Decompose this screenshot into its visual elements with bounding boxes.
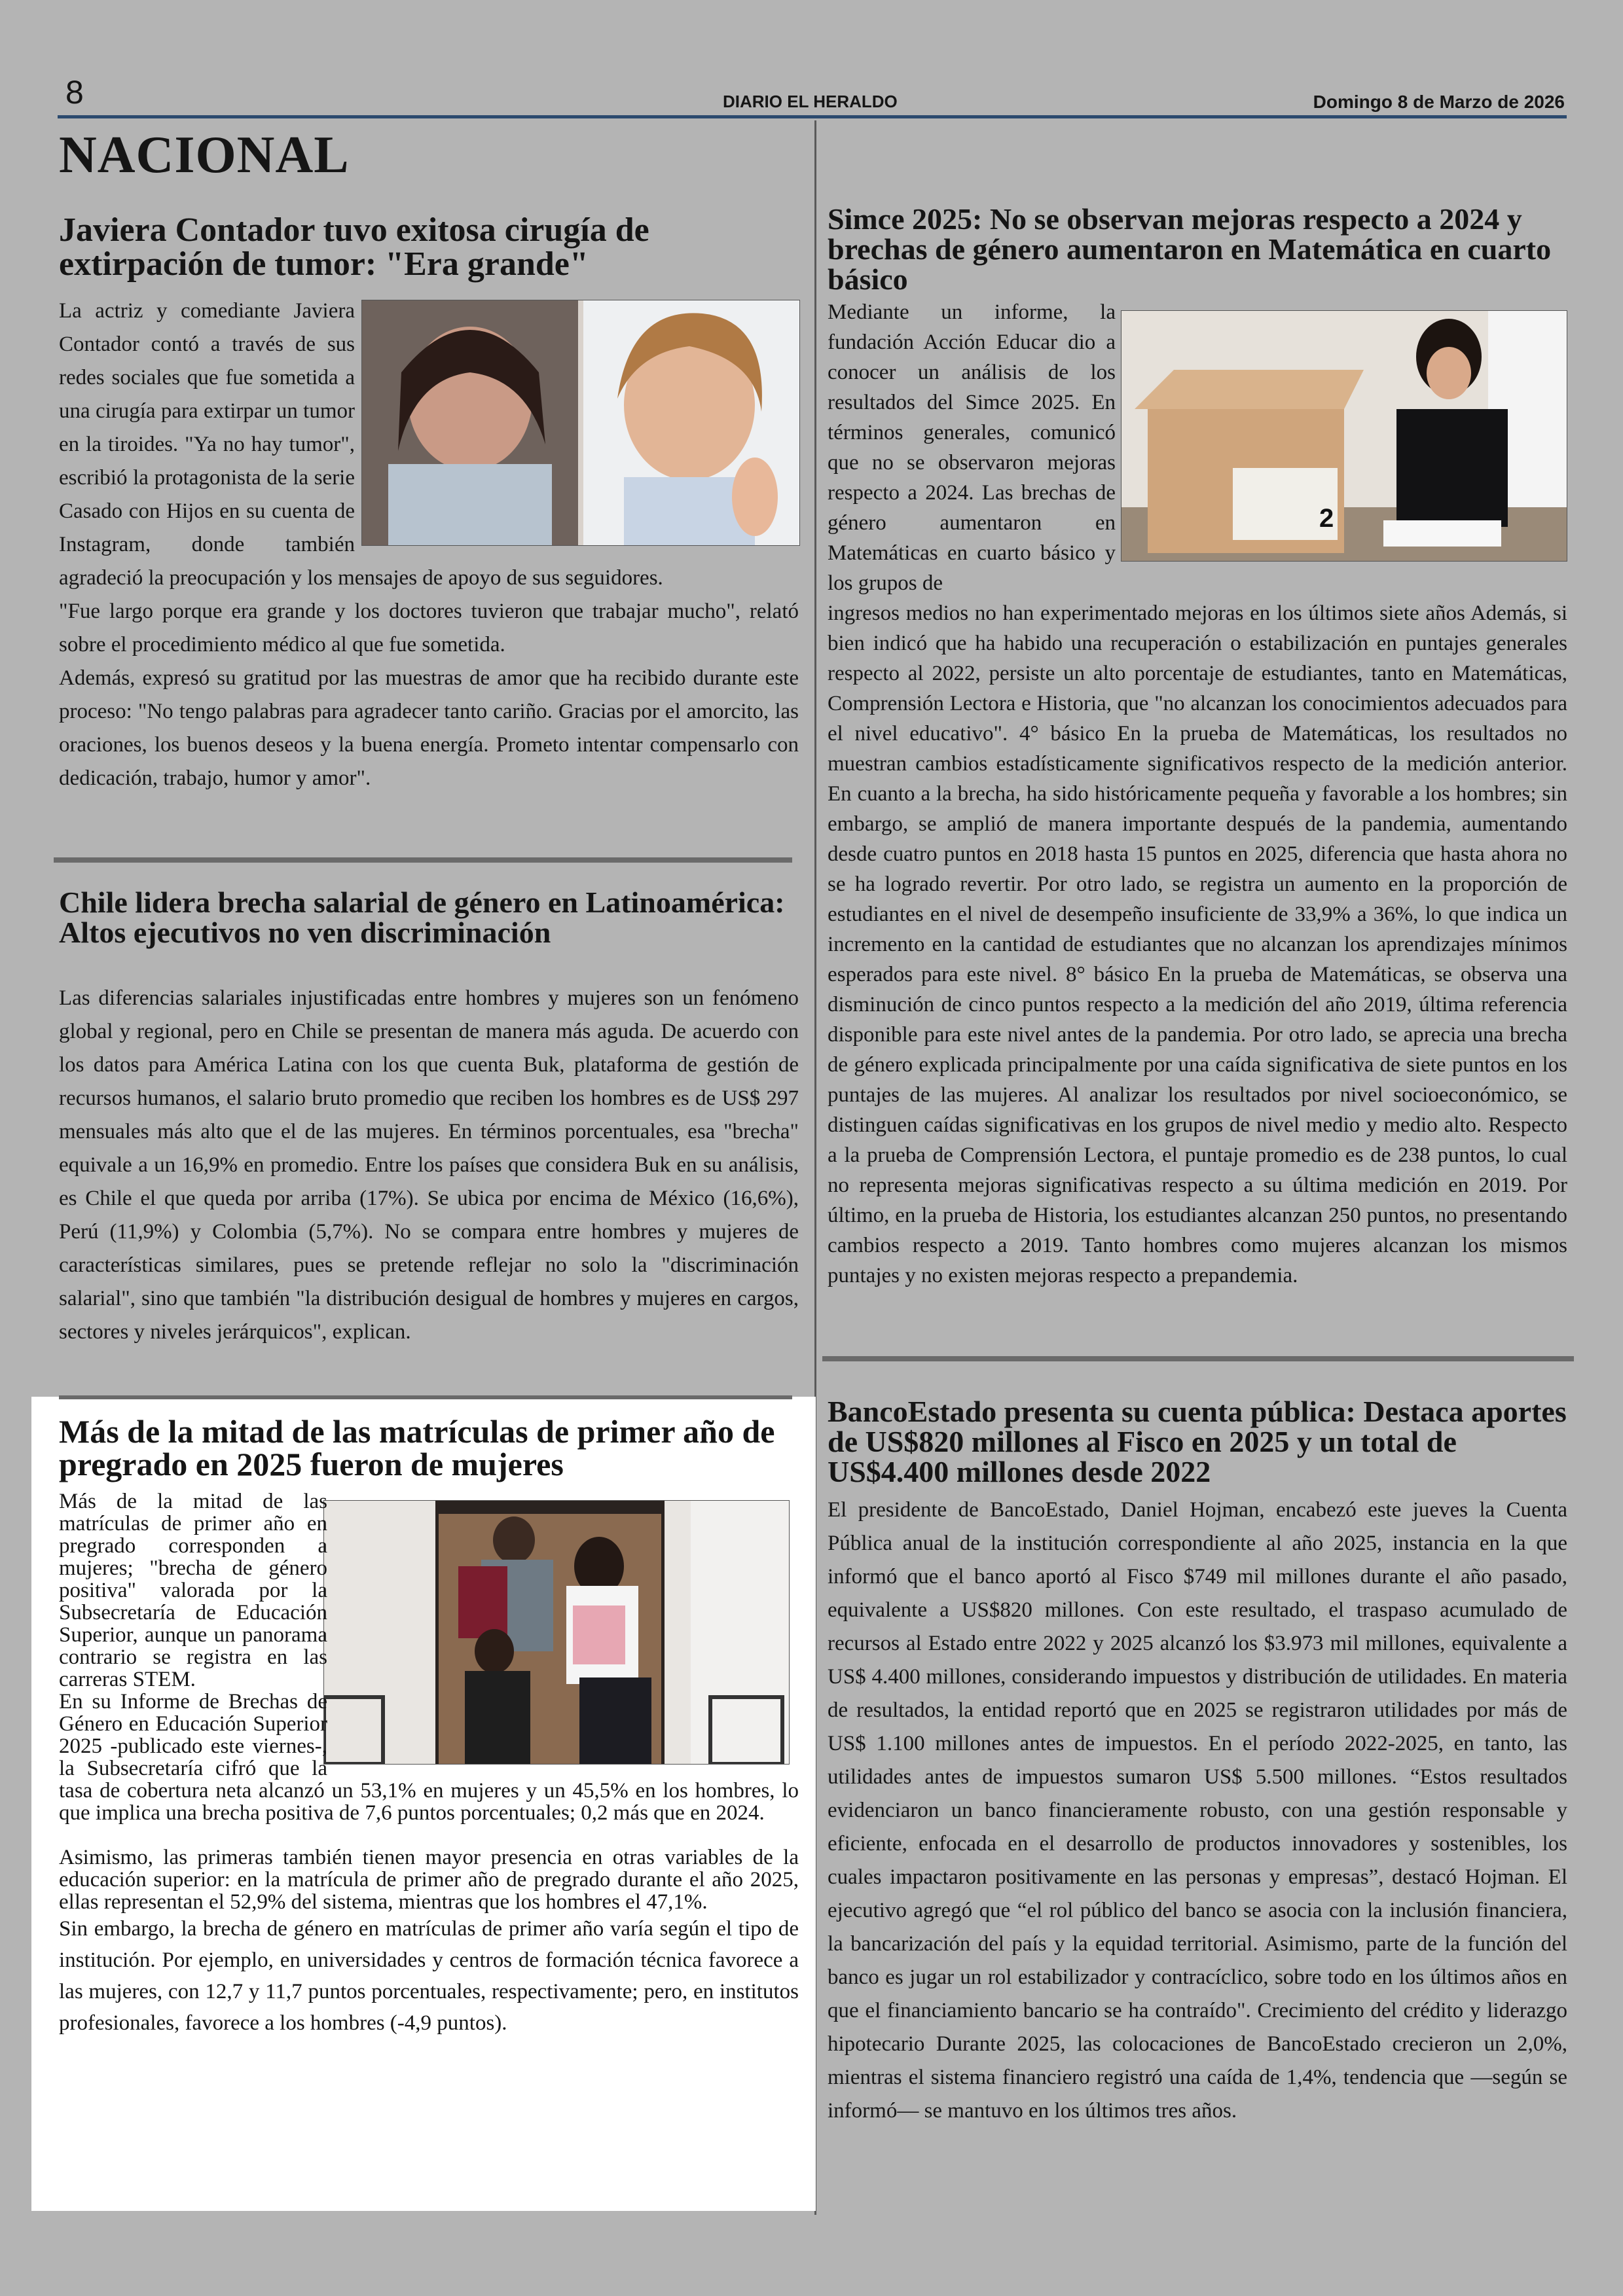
header-rule bbox=[58, 115, 1567, 118]
simce-box-number: 2 bbox=[1319, 504, 1334, 533]
photo-wrap-space bbox=[1116, 297, 1567, 563]
page-number: 8 bbox=[65, 74, 84, 111]
article-simce-body bbox=[828, 297, 1567, 1291]
article-bancoestado-body bbox=[828, 1494, 1567, 2128]
brecha-paragraph: Las diferencias salariales injustificadas entre hombres y mujeres son un fenómeno global y regional, pero en Chile se presentan de manera más aguda. De acuerdo con los datos para América Latina con los que cuenta Buk, plataforma de gestión de recursos humanos, el salario bruto promedio que reciben los hombres es de US$ 297 mensuales más alto que el de las mujeres. En términos porcentuales, esa "brecha" equivale a un 16,9% en promedio. Entre los países que considera Buk en su análisis, es Chile el que queda por arriba (17%). Se ubica por encima de México (16,6%), Perú (11,9%) y Colombia (5,7%). No se compara entre hombres y mujeres de características similares, pues se pretende reflejar no solo la "discriminación salarial", sino que también "la distribución desigual de hombres y mujeres en cargos, sectores y niveles jerárquicos", explican. bbox=[59, 986, 799, 1344]
photo-wrap-space bbox=[355, 295, 799, 546]
simce-paragraph: ingresos medios no han experimentado mejoras en los últimos siete años Además, si bien indicó que ha habido una recuperación o estabilización en puntajes generales respecto al 2022, persiste un alto porcentaje de estudiantes, tanto en Matemáticas, Comprensión Lectora e Historia, que "no alcanzan los conocimientos adecuados para el nivel educativo". 4° básico En la prueba de Matemáticas, los resultados no muestran cambios estadísticamente significativos respecto de la medición anterior. En cuanto a la brecha, ha sido históricamente pequeña y favorable a los hombres; sin embargo, se amplió de manera importante después de la pandemia, aumentando desde cuatro puntos en 2018 hasta 15 puntos en 2025, diferencia que hasta ahora no se ha logrado revertir. Por otro lado, se registra un aumento en la proporción de estudiantes en el nivel de desempeño insuficiente de 33,9% a 36%, lo que indica un incremento en la cantidad de estudiantes que no alcanzan los aprendizajes mínimos esperados para este nivel. 8° básico En la prueba de Matemáticas, se observa una disminución de cinco puntos respecto a la medición del año 2019, última referencia disponible para este nivel antes de la pandemia. Por otro lado, se aprecia una brecha de género explicada principalmente por una caída significativa de siete puntos en los puntajes de las mujeres. Al analizar los resultados por nivel socioeconómico, se distinguen caídas significativas en los grupos de nivel medio y medio alto. Respecto a la prueba de Comprensión Lectora, el puntaje promedio es de 238 puntos, lo cual no representa mejoras significativas respecto a su última medición en 2019. Por último, en la prueba de Historia, los estudiantes alcanzan 250 puntos, no presentando cambios respecto a 2019. Tanto hombres como mujeres alcanzan los mismos puntajes y no existen mejoras respecto a prepandemia. bbox=[828, 601, 1567, 1287]
simce-lead: Mediante un informe, la fundación Acción Educar dio a conocer un análisis de los resultados del Simce 2025. En términos generales, comunicó que no se observaron mejoras respecto a 2024. Las brechas de género aumentaron en Matemáticas en cuarto básico y los grupos de bbox=[828, 300, 1116, 595]
contador-paragraph: "Fue largo porque era grande y los doctores tuvieron que trabajar mucho", relató sobre el procedimiento médico al que fue sometida. bbox=[59, 600, 799, 656]
matriculas-lead: Más de la mitad de las matrículas de primer año en pregrado corresponden a mujeres; "brecha de género positiva" valorada por la Subsecretaría de Educación Superior, aunque un panorama contrario se registra en las carreras STEM. bbox=[59, 1490, 327, 1691]
article-brecha-body bbox=[59, 982, 799, 1349]
contador-paragraph: La actriz y comediante Javiera Contador contó a través de sus redes sociales que fue sometida a una cirugía para extirpar un tumor en la tiroides. "Ya no hay tumor", escribió la protagonista de la serie Casado con Hijos en su cuenta de Instagram, donde también agradeció la preocupación y los mensajes de apoyo de sus seguidores. bbox=[59, 299, 663, 590]
article-matriculas-body bbox=[59, 1490, 799, 2039]
article-separator bbox=[822, 1356, 1574, 1361]
article-brecha-headline: Chile lidera brecha salarial de género en Latinoamérica: Altos ejecutivos no ven discriminación bbox=[59, 886, 785, 949]
bancoestado-paragraph: El presidente de BancoEstado, Daniel Hojman, encabezó este jueves la Cuenta Pública anual de la institución correspondiente al año 2025, instancia en la que informó que el banco aportó al Fisco $749 mil millones durante el año pasado, equivalente a US$820 millones. Con este resultado, el traspaso acumulado de recursos al Estado entre 2022 y 2025 alcanzó los $3.973 mil millones, equivalente a US$ 4.400 millones, considerando impuestos y distribución de utilidades. En materia de resultados, la entidad reportó que en 2025 se registraron utilidades por más de US$ 1.100 millones antes de impuestos. En el período 2022-2025, en tanto, las utilidades antes de impuestos sumaron US$ 5.500 millones. “Estos resultados evidenciaron un banco financieramente robusto, con una gestión responsable y eficiente, enfocada en el desarrollo de productos innovadores y sostenibles, los cuales impactaron positivamente en las personas y empresas”, destacó Hojman. El ejecutivo agregó que “el rol público del banco se asocia con la inclusión financiera, la bancarización del país y la equidad territorial. Asimismo, parte de la función del banco es jugar un rol estabilizador y contracíclico, sobre todo en los últimos años en que el financiamiento bancario se ha contraído". Crecimiento del crédito y liderazgo hipotecario Durante 2025, las colocaciones de BancoEstado crecieron un 2,0%, mientras el sistema financiero registró una caída de 1,4%, tendencia que —según se informó— se mantuvo en los últimos tres años. bbox=[828, 1498, 1567, 2123]
article-bancoestado-headline: BancoEstado presenta su cuenta pública: Destaca aportes de US$820 millones al Fisco en 2025 y un total de US$4.400 millones desde 2022 bbox=[828, 1395, 1567, 1488]
article-contador-headline: Javiera Contador tuvo exitosa cirugía de extirpación de tumor: "Era grande" bbox=[59, 211, 649, 283]
paper-name: DIARIO EL HERALDO bbox=[723, 92, 898, 111]
article-matriculas-headline: Más de la mitad de las matrículas de primer año de pregrado en 2025 fueron de mujeres bbox=[59, 1413, 775, 1482]
section-title: NACIONAL bbox=[59, 126, 350, 184]
article-separator bbox=[59, 1395, 792, 1399]
matriculas-paragraph: Sin embargo, la brecha de género en matrículas de primer año varía según el tipo de institución. Por ejemplo, en universidades y centros de formación técnica favorece a las mujeres, con 12,7 y 11,7 puntos porcentuales, respectivamente; pero, en institutos profesionales, favorece a los hombres (-4,9 puntos). bbox=[59, 1917, 799, 2035]
article-separator bbox=[54, 857, 792, 863]
article-simce-headline: Simce 2025: No se observan mejoras respecto a 2024 y brechas de género aumentaron en Matemática en cuarto básico bbox=[828, 202, 1552, 296]
photo-wrap-space bbox=[327, 1490, 799, 1768]
matriculas-paragraph: Asimismo, las primeras también tienen mayor presencia en otras variables de la educación superior: en la matrícula de primer año de pregrado durante el año 2025, ellas representan el 52,9% del sistema, mientras que los hombres el 47,1%. bbox=[59, 1846, 799, 1914]
contador-paragraph: Además, expresó su gratitud por las muestras de amor que ha recibido durante este proceso: "No tengo palabras para agradecer tanto cariño. Gracias por el amorcito, las oraciones, los buenos deseos y la buena energía. Prometo intentar compensarlo con dedicación, trabajo, humor y amor". bbox=[59, 666, 799, 790]
paper-date: Domingo 8 de Marzo de 2026 bbox=[1313, 92, 1565, 112]
matriculas-paragraph: En su Informe de Brechas de Género en Educación Superior 2025 -publicado este viernes-, la Subsecretaría cifró que la tasa de cobertura neta alcanzó un 53,1% en mujeres y un 45,5% en los hombres, lo que implica una brecha positiva de 7,6 puntos porcentuales; 0,2 más que en 2024. bbox=[59, 1690, 799, 1825]
article-contador-body bbox=[59, 295, 799, 795]
